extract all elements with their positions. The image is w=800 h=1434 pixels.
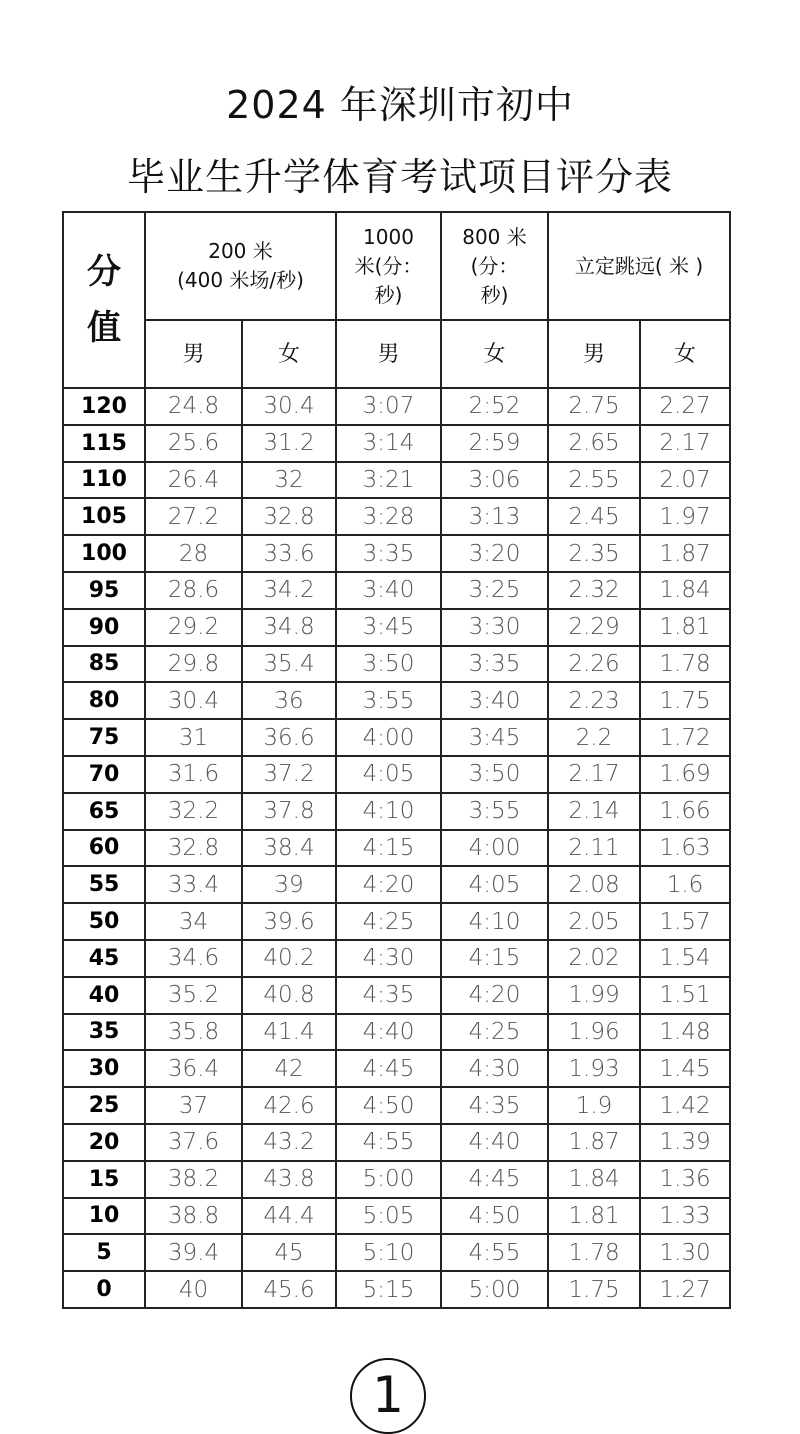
jump-female-cell: 2.07 bbox=[640, 462, 730, 499]
jump-female-cell: 1.33 bbox=[640, 1198, 730, 1235]
header-200m-male: 男 bbox=[145, 320, 242, 388]
jump-female-cell: 1.63 bbox=[640, 830, 730, 867]
jump-male-cell: 1.84 bbox=[548, 1161, 640, 1198]
table-row bbox=[63, 756, 730, 793]
run200-male-cell: 32.2 bbox=[145, 793, 242, 830]
run800-female-cell: 4:35 bbox=[441, 1087, 548, 1124]
score-cell: 50 bbox=[63, 903, 145, 940]
run200-male-cell: 39.4 bbox=[145, 1234, 242, 1271]
run200-male-cell: 35.8 bbox=[145, 1014, 242, 1051]
run1000-male-cell: 3:45 bbox=[336, 609, 441, 646]
run1000-male-cell: 3:35 bbox=[336, 535, 441, 572]
score-cell: 30 bbox=[63, 1050, 145, 1087]
score-table-body bbox=[63, 388, 730, 1308]
table-row bbox=[63, 977, 730, 1014]
jump-male-cell: 2.32 bbox=[548, 572, 640, 609]
table-row bbox=[63, 719, 730, 756]
score-cell: 85 bbox=[63, 646, 145, 683]
header-200m bbox=[145, 212, 336, 320]
run800-female-cell: 4:15 bbox=[441, 940, 548, 977]
run200-female-cell: 41.4 bbox=[242, 1014, 336, 1051]
score-table bbox=[62, 211, 731, 1309]
run1000-male-cell: 3:40 bbox=[336, 572, 441, 609]
run200-male-cell: 37 bbox=[145, 1087, 242, 1124]
page-number: 1 bbox=[372, 1366, 404, 1424]
jump-male-cell: 1.96 bbox=[548, 1014, 640, 1051]
table-row bbox=[63, 609, 730, 646]
run800-female-cell: 4:20 bbox=[441, 977, 548, 1014]
run200-male-cell: 35.2 bbox=[145, 977, 242, 1014]
run200-male-cell: 31 bbox=[145, 719, 242, 756]
header-200m-female: 女 bbox=[242, 320, 336, 388]
run200-male-cell: 38.2 bbox=[145, 1161, 242, 1198]
run1000-male-cell: 5:15 bbox=[336, 1271, 441, 1308]
score-cell: 15 bbox=[63, 1161, 145, 1198]
jump-female-cell: 1.30 bbox=[640, 1234, 730, 1271]
table-row bbox=[63, 462, 730, 499]
jump-male-cell: 1.9 bbox=[548, 1087, 640, 1124]
table-row bbox=[63, 572, 730, 609]
run800-female-cell: 3:40 bbox=[441, 682, 548, 719]
run800-female-cell: 3:13 bbox=[441, 498, 548, 535]
table-row bbox=[63, 1198, 730, 1235]
jump-male-cell: 2.55 bbox=[548, 462, 640, 499]
jump-female-cell: 2.27 bbox=[640, 388, 730, 425]
run200-male-cell: 26.4 bbox=[145, 462, 242, 499]
run800-female-cell: 3:06 bbox=[441, 462, 548, 499]
run200-female-cell: 34.2 bbox=[242, 572, 336, 609]
score-cell: 65 bbox=[63, 793, 145, 830]
jump-female-cell: 1.45 bbox=[640, 1050, 730, 1087]
table-row bbox=[63, 425, 730, 462]
table-row bbox=[63, 388, 730, 425]
run200-female-cell: 37.8 bbox=[242, 793, 336, 830]
jump-male-cell: 1.81 bbox=[548, 1198, 640, 1235]
jump-female-cell: 1.54 bbox=[640, 940, 730, 977]
run1000-male-cell: 4:10 bbox=[336, 793, 441, 830]
run1000-male-cell: 4:30 bbox=[336, 940, 441, 977]
run800-female-cell: 4:10 bbox=[441, 903, 548, 940]
score-cell: 110 bbox=[63, 462, 145, 499]
table-row bbox=[63, 1234, 730, 1271]
jump-male-cell: 1.99 bbox=[548, 977, 640, 1014]
jump-female-cell: 1.66 bbox=[640, 793, 730, 830]
run800-female-cell: 3:20 bbox=[441, 535, 548, 572]
table-row bbox=[63, 1014, 730, 1051]
header-800m-female: 女 bbox=[441, 320, 548, 388]
score-header-label: 分 值 bbox=[87, 252, 121, 348]
run200-male-cell: 29.8 bbox=[145, 646, 242, 683]
header-jump-female: 女 bbox=[640, 320, 730, 388]
run200-male-cell: 24.8 bbox=[145, 388, 242, 425]
table-row bbox=[63, 498, 730, 535]
run1000-male-cell: 3:50 bbox=[336, 646, 441, 683]
run1000-male-cell: 4:25 bbox=[336, 903, 441, 940]
score-cell: 90 bbox=[63, 609, 145, 646]
run200-male-cell: 27.2 bbox=[145, 498, 242, 535]
run1000-male-cell: 4:45 bbox=[336, 1050, 441, 1087]
score-cell: 55 bbox=[63, 866, 145, 903]
run800-female-cell: 3:50 bbox=[441, 756, 548, 793]
jump-male-cell: 2.17 bbox=[548, 756, 640, 793]
run1000-male-cell: 5:00 bbox=[336, 1161, 441, 1198]
run1000-male-cell: 4:40 bbox=[336, 1014, 441, 1051]
score-cell: 70 bbox=[63, 756, 145, 793]
jump-female-cell: 1.51 bbox=[640, 977, 730, 1014]
jump-female-cell: 1.97 bbox=[640, 498, 730, 535]
run1000-male-cell: 3:55 bbox=[336, 682, 441, 719]
table-row bbox=[63, 1124, 730, 1161]
page-title-line2: 毕业生升学体育考试项目评分表 bbox=[126, 155, 673, 199]
jump-male-cell: 1.78 bbox=[548, 1234, 640, 1271]
run1000-male-cell: 3:14 bbox=[336, 425, 441, 462]
run200-female-cell: 45 bbox=[242, 1234, 336, 1271]
score-cell: 10 bbox=[63, 1198, 145, 1235]
score-cell: 40 bbox=[63, 977, 145, 1014]
table-row bbox=[63, 535, 730, 572]
run200-female-cell: 34.8 bbox=[242, 609, 336, 646]
jump-male-cell: 1.93 bbox=[548, 1050, 640, 1087]
jump-female-cell: 1.78 bbox=[640, 646, 730, 683]
jump-male-cell: 2.05 bbox=[548, 903, 640, 940]
jump-male-cell: 2.75 bbox=[548, 388, 640, 425]
run200-male-cell: 30.4 bbox=[145, 682, 242, 719]
run1000-male-cell: 3:07 bbox=[336, 388, 441, 425]
jump-female-cell: 1.36 bbox=[640, 1161, 730, 1198]
run1000-male-cell: 3:28 bbox=[336, 498, 441, 535]
score-cell: 60 bbox=[63, 830, 145, 867]
run200-female-cell: 32.8 bbox=[242, 498, 336, 535]
score-cell: 35 bbox=[63, 1014, 145, 1051]
run800-female-cell: 4:40 bbox=[441, 1124, 548, 1161]
run800-female-cell: 2:52 bbox=[441, 388, 548, 425]
run200-male-cell: 34 bbox=[145, 903, 242, 940]
jump-female-cell: 1.6 bbox=[640, 866, 730, 903]
jump-male-cell: 2.23 bbox=[548, 682, 640, 719]
jump-male-cell: 1.75 bbox=[548, 1271, 640, 1308]
score-cell: 20 bbox=[63, 1124, 145, 1161]
run200-female-cell: 44.4 bbox=[242, 1198, 336, 1235]
run200-male-cell: 33.4 bbox=[145, 866, 242, 903]
run200-female-cell: 30.4 bbox=[242, 388, 336, 425]
run200-female-cell: 43.8 bbox=[242, 1161, 336, 1198]
jump-male-cell: 2.65 bbox=[548, 425, 640, 462]
jump-male-cell: 2.11 bbox=[548, 830, 640, 867]
run800-female-cell: 4:55 bbox=[441, 1234, 548, 1271]
table-row bbox=[63, 903, 730, 940]
run200-male-cell: 29.2 bbox=[145, 609, 242, 646]
run800-female-cell: 3:35 bbox=[441, 646, 548, 683]
run1000-male-cell: 4:00 bbox=[336, 719, 441, 756]
score-cell: 95 bbox=[63, 572, 145, 609]
run1000-male-cell: 5:05 bbox=[336, 1198, 441, 1235]
jump-male-cell: 2.14 bbox=[548, 793, 640, 830]
header-jump-male: 男 bbox=[548, 320, 640, 388]
run800-female-cell: 4:45 bbox=[441, 1161, 548, 1198]
run800-female-cell: 5:00 bbox=[441, 1271, 548, 1308]
page-title-line1: 2024 年深圳市初中 bbox=[226, 83, 574, 127]
run800-female-cell: 4:00 bbox=[441, 830, 548, 867]
run1000-male-cell: 4:55 bbox=[336, 1124, 441, 1161]
run200-female-cell: 35.4 bbox=[242, 646, 336, 683]
jump-female-cell: 1.81 bbox=[640, 609, 730, 646]
score-cell: 100 bbox=[63, 535, 145, 572]
jump-female-cell: 1.39 bbox=[640, 1124, 730, 1161]
score-cell: 75 bbox=[63, 719, 145, 756]
run200-female-cell: 42 bbox=[242, 1050, 336, 1087]
run800-female-cell: 3:25 bbox=[441, 572, 548, 609]
score-cell: 5 bbox=[63, 1234, 145, 1271]
run200-male-cell: 38.8 bbox=[145, 1198, 242, 1235]
score-cell: 120 bbox=[63, 388, 145, 425]
run1000-male-cell: 4:05 bbox=[336, 756, 441, 793]
jump-male-cell: 2.35 bbox=[548, 535, 640, 572]
page-number-badge bbox=[350, 1358, 426, 1434]
score-cell: 0 bbox=[63, 1271, 145, 1308]
run200-female-cell: 36.6 bbox=[242, 719, 336, 756]
run200-male-cell: 28 bbox=[145, 535, 242, 572]
score-cell: 115 bbox=[63, 425, 145, 462]
run200-female-cell: 40.8 bbox=[242, 977, 336, 1014]
run200-male-cell: 32.8 bbox=[145, 830, 242, 867]
jump-male-cell: 2.45 bbox=[548, 498, 640, 535]
jump-female-cell: 1.87 bbox=[640, 535, 730, 572]
jump-female-cell: 1.48 bbox=[640, 1014, 730, 1051]
jump-male-cell: 1.87 bbox=[548, 1124, 640, 1161]
run1000-male-cell: 3:21 bbox=[336, 462, 441, 499]
run800-female-cell: 4:25 bbox=[441, 1014, 548, 1051]
run200-female-cell: 39.6 bbox=[242, 903, 336, 940]
jump-male-cell: 2.02 bbox=[548, 940, 640, 977]
table-row bbox=[63, 1271, 730, 1308]
jump-male-cell: 2.08 bbox=[548, 866, 640, 903]
run200-female-cell: 38.4 bbox=[242, 830, 336, 867]
header-1000m-male: 男 bbox=[336, 320, 441, 388]
table-row bbox=[63, 1161, 730, 1198]
header-long-jump-label: 立定跳远( 米 ) bbox=[574, 253, 704, 278]
run800-female-cell: 3:55 bbox=[441, 793, 548, 830]
run200-female-cell: 37.2 bbox=[242, 756, 336, 793]
run200-female-cell: 36 bbox=[242, 682, 336, 719]
jump-female-cell: 1.27 bbox=[640, 1271, 730, 1308]
header-1000m-label: 1000 米(分： 秒) bbox=[354, 224, 423, 307]
run200-female-cell: 31.2 bbox=[242, 425, 336, 462]
table-row bbox=[63, 940, 730, 977]
run200-female-cell: 39 bbox=[242, 866, 336, 903]
table-row bbox=[63, 682, 730, 719]
jump-male-cell: 2.29 bbox=[548, 609, 640, 646]
run200-male-cell: 28.6 bbox=[145, 572, 242, 609]
jump-female-cell: 1.75 bbox=[640, 682, 730, 719]
run200-male-cell: 34.6 bbox=[145, 940, 242, 977]
score-cell: 25 bbox=[63, 1087, 145, 1124]
run800-female-cell: 2:59 bbox=[441, 425, 548, 462]
score-column-header bbox=[63, 212, 145, 388]
run1000-male-cell: 4:35 bbox=[336, 977, 441, 1014]
run800-female-cell: 3:30 bbox=[441, 609, 548, 646]
run200-female-cell: 42.6 bbox=[242, 1087, 336, 1124]
jump-female-cell: 2.17 bbox=[640, 425, 730, 462]
run200-male-cell: 40 bbox=[145, 1271, 242, 1308]
jump-female-cell: 1.42 bbox=[640, 1087, 730, 1124]
run800-female-cell: 4:05 bbox=[441, 866, 548, 903]
run800-female-cell: 4:30 bbox=[441, 1050, 548, 1087]
run200-male-cell: 37.6 bbox=[145, 1124, 242, 1161]
run200-male-cell: 36.4 bbox=[145, 1050, 242, 1087]
jump-female-cell: 1.84 bbox=[640, 572, 730, 609]
run200-male-cell: 31.6 bbox=[145, 756, 242, 793]
jump-female-cell: 1.69 bbox=[640, 756, 730, 793]
jump-female-cell: 1.72 bbox=[640, 719, 730, 756]
run200-female-cell: 33.6 bbox=[242, 535, 336, 572]
run200-female-cell: 45.6 bbox=[242, 1271, 336, 1308]
run200-female-cell: 32 bbox=[242, 462, 336, 499]
run200-female-cell: 43.2 bbox=[242, 1124, 336, 1161]
run1000-male-cell: 4:15 bbox=[336, 830, 441, 867]
score-cell: 105 bbox=[63, 498, 145, 535]
score-cell: 80 bbox=[63, 682, 145, 719]
header-long-jump bbox=[548, 212, 730, 320]
run200-female-cell: 40.2 bbox=[242, 940, 336, 977]
header-800m-label: 800 米 (分： 秒) bbox=[462, 224, 527, 307]
run800-female-cell: 4:50 bbox=[441, 1198, 548, 1235]
run1000-male-cell: 5:10 bbox=[336, 1234, 441, 1271]
header-1000m bbox=[336, 212, 441, 320]
table-row bbox=[63, 866, 730, 903]
jump-male-cell: 2.2 bbox=[548, 719, 640, 756]
header-800m bbox=[441, 212, 548, 320]
jump-female-cell: 1.57 bbox=[640, 903, 730, 940]
score-cell: 45 bbox=[63, 940, 145, 977]
header-200m-label: 200 米 (400 米场/秒) bbox=[177, 239, 304, 292]
table-row bbox=[63, 1087, 730, 1124]
jump-male-cell: 2.26 bbox=[548, 646, 640, 683]
table-row bbox=[63, 1050, 730, 1087]
table-row bbox=[63, 646, 730, 683]
run200-male-cell: 25.6 bbox=[145, 425, 242, 462]
table-row bbox=[63, 793, 730, 830]
table-row bbox=[63, 830, 730, 867]
run1000-male-cell: 4:50 bbox=[336, 1087, 441, 1124]
run1000-male-cell: 4:20 bbox=[336, 866, 441, 903]
run800-female-cell: 3:45 bbox=[441, 719, 548, 756]
